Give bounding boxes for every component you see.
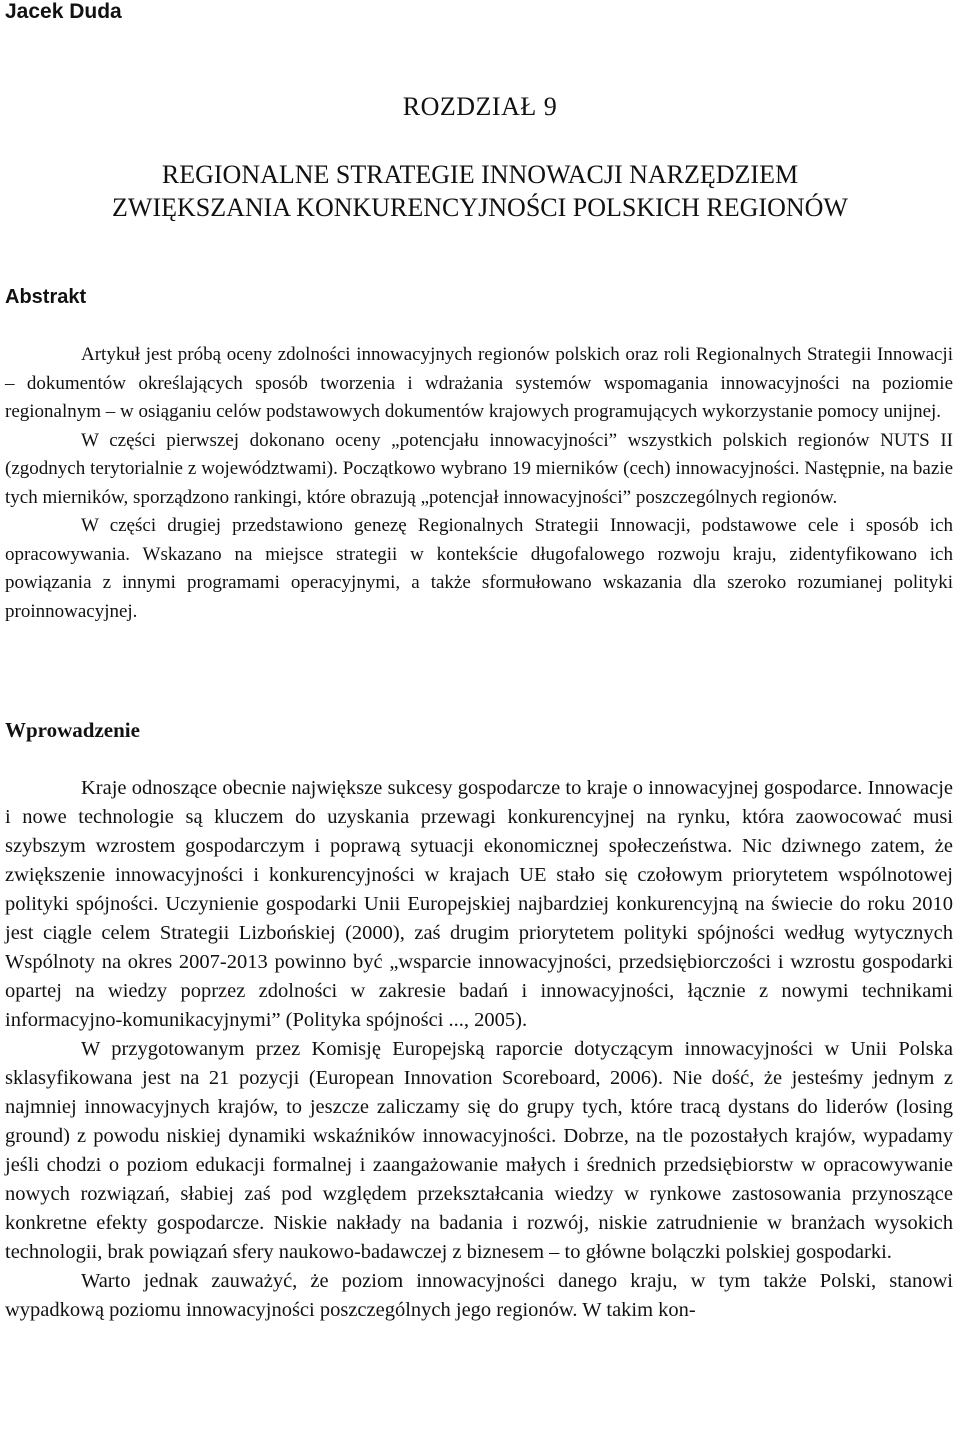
intro-paragraph-2: W przygotowanym przez Komisję Europejską raporcie dotyczącym innowacyjności w Unii Polska sklasyfikowana jest na 21 pozycji (European Innovation Scoreboard, 2006). Nie dość, że jesteśmy jednym z najmniej innowacyjnych krajów, to jeszcze zaliczamy się do grupy tych, które tracą dystans do liderów (losing ground) z powodu niskiej dynamiki wskaźników innowacyjności. Dobrze, na tle pozostałych krajów, wypadamy jeśli chodzi o poziom edukacji formalnej i zaangażowanie małych i średnich przedsiębiorstw w opracowywanie nowych rozwiązań, słabiej zaś pod względem przekształcania wiedzy w rynkowe zastosowania przynoszące konkretne efekty gospodarcze. Niskie nakłady na badania i rozwój, niskie zatrudnienie w branżach wysokich technologii, brak powiązań sfery naukowo-badawczej z biznesem – to główne bolączki polskiej gospodarki. (5, 1038, 953, 1263)
intro-paragraph-1: Kraje odnoszące obecnie największe sukcesy gospodarcze to kraje o innowacyjnej gospodarce. Innowacje i nowe technologie są kluczem do uzyskania przewagi konkurencyjnej na rynku, która zaowocować musi szybszym wzrostem gospodarczym i poprawą sytuacji ekonomicznej społeczeństwa. Nic dziwnego zatem, że zwiększenie innowacyjności i konkurencyjności w krajach UE stało się czołowym priorytetem wspólnotowej polityki spójności. Uczynienie gospodarki Unii Europejskiej najbardziej konkurencyjną na świecie do roku 2010 jest ciągle celem Strategii Lizbońskiej (2000), zaś drugim priorytetem polityki spójności według wytycznych Wspólnoty na okres 2007-2013 powinno być „wsparcie innowacyjności, przedsiębiorczości i wzrostu gospodarki opartej na wiedzy poprzez zdolności w zakresie badań i innowacyjności, łącznie z nowymi technikami informacyjno-komunikacyjnymi” (Polityka spójności ..., 2005). (5, 777, 953, 1031)
author-name: Jacek Duda (5, 0, 122, 23)
abstract-paragraph-1: Artykuł jest próbą oceny zdolności innowacyjnych regionów polskich oraz roli Regionalnych Strategii Innowacji – dokumentów określających sposób tworzenia i wdrażania systemów wspomagania innowacyjności na poziomie regionalnym – w osiąganiu celów podstawowych dokumentów krajowych programujących wykorzystanie pomocy unijnej. (5, 344, 953, 422)
intro-paragraph-3: Warto jednak zauważyć, że poziom innowacyjności danego kraju, w tym także Polski, stanowi wypadkową poziomu innowacyjności poszczególnych jego regionów. W takim kon- (5, 1270, 953, 1321)
abstract-paragraph-3: W części drugiej przedstawiono genezę Regionalnych Strategii Innowacji, podstawowe cele i sposób ich opracowywania. Wskazano na miejsce strategii w kontekście długofalowego rozwoju kraju, zidentyfikowano ich powiązania z innymi programami operacyjnymi, a także sformułowano wskazania dla szeroko rozumianej polityki proinnowacyjnej. (5, 515, 953, 622)
introduction-heading: Wprowadzenie (5, 718, 140, 742)
abstract-heading: Abstrakt (5, 286, 87, 308)
chapter-title-line-2: ZWIĘKSZANIA KONKURENCYJNOŚCI POLSKICH REGIONÓW (112, 193, 848, 222)
chapter-title (0, 158, 960, 224)
abstract-paragraph-2: W części pierwszej dokonano oceny „potencjału innowacyjności” wszystkich polskich regionów NUTS II (zgodnych terytorialnie z województwami). Początkowo wybrano 19 mierników (cech) innowacyjności. Następnie, na bazie tych mierników, sporządzono rankingi, które obrazują „potencjał innowacyjności” poszczególnych regionów. (5, 429, 953, 508)
introduction-body (5, 774, 953, 1325)
chapter-title-line-1: REGIONALNE STRATEGIE INNOWACJI NARZĘDZIEM (161, 160, 799, 189)
abstract-body (5, 341, 953, 626)
chapter-label: ROZDZIAŁ 9 (402, 92, 558, 121)
